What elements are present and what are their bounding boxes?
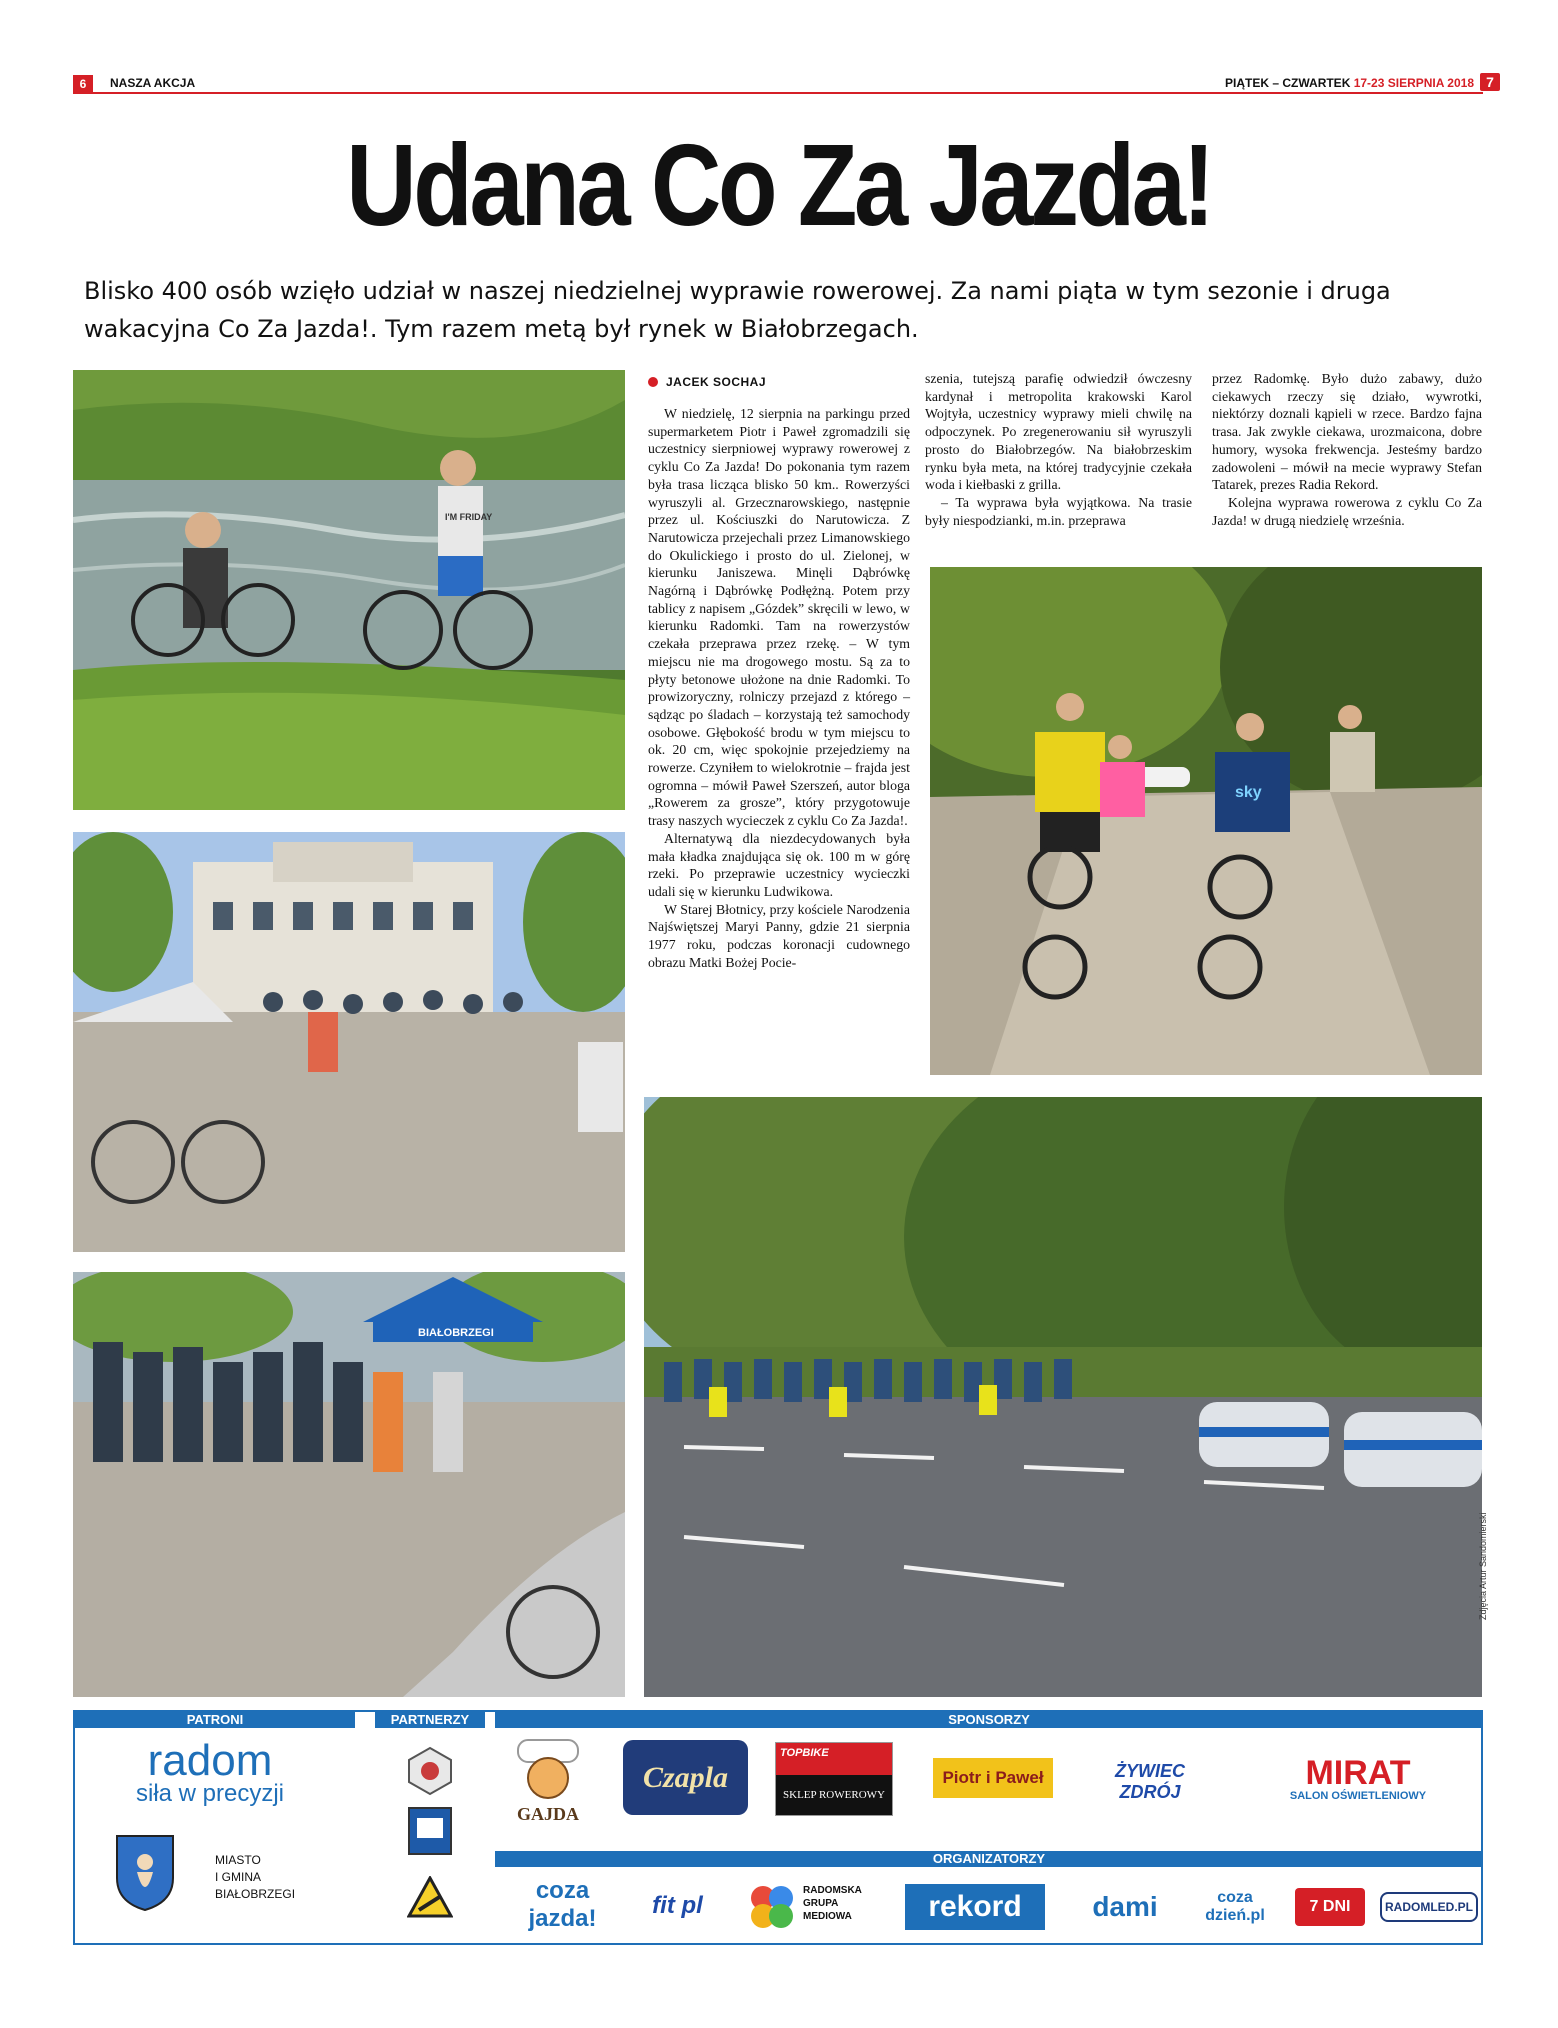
photo-riders-gravel bbox=[930, 567, 1482, 1075]
byline-dot-icon bbox=[648, 377, 658, 387]
photo-credit: Zdjęcia Artur Sandomierski bbox=[1478, 1512, 1488, 1620]
rekord-logo: rekord bbox=[905, 1884, 1045, 1930]
fit-pl-logo: fit pl bbox=[652, 1892, 703, 1919]
traffic-warning-icon bbox=[407, 1876, 453, 1920]
radomled-logo: RADOMLED.PL bbox=[1380, 1892, 1478, 1922]
road-safety-badge-icon bbox=[407, 1806, 453, 1856]
piotr-pawel-logo: Piotr i Paweł bbox=[933, 1758, 1053, 1798]
shirt-print: I'M FRIDAY bbox=[445, 512, 493, 522]
topbike-top: TOPBIKE bbox=[776, 1743, 892, 1775]
police-badge-icon bbox=[407, 1746, 453, 1796]
coza-jazda-logo: coza jazda! bbox=[528, 1877, 597, 1932]
article-column-3 bbox=[1212, 370, 1482, 529]
article-paragraph: przez Radomkę. Było dużo zabawy, dużo ciekawych rzeczy się działo, wywrotki, niektórzy doznali kąpieli w rzece. Bardzo fajna trasa. Jak zwykle ciekawa, urozmaicona, dobre humory, wysoka frekwencja. Jesteśmy bardzo zadowoleni – mówił na mecie wyprawy Stefan Tatarek, prezes Radia Rekord. bbox=[1212, 371, 1482, 493]
gajda-label: GAJDA bbox=[517, 1804, 579, 1824]
article-paragraph: W niedzielę, 12 sierpnia na parkingu przed supermarketem Piotr i Paweł zgromadzili się uczestnicy sierpniowej wyprawy rowerowej z cyklu Co Za Jazda! Do pokonania tym razem była trasa licząca blisko 50 km.. Rowerzyści wyruszyli al. Grzecznarowskiego, następnie przez ul. Kościuszki do Narutowicza. Z Narutowicza przejechali przez Limanowskiego do Okulickiego i prosto do ul. Zielonej, w kierunku Janiszewa. Minęli Dąbrówkę Nagórną i Dąbrówkę Podłężną. Potem przy tablicy z napisem „Gózdek” skręcili w lewo, w kierunku Radomki. Tam na rowerzystów czekała przeprawa przez rzekę. – W tym miejscu nie ma drogowego mostu. Są za to płyty betonowe ułożone na dnie Radomki. To prowizoryczny, rolniczy przejazd z którego – sądząc po śladach – korzystają też samochody osobowe. Głębokość brodu w tym miejscu to ok. 20 cm, więc spokojnie przejedziemy na rowerze. Czyniłem to wielokrotnie – frajda jest ogromna – mówił Paweł Szerszeń, autor bloga „Rowerem za grosze”, który przygotowuje trasy naszych wycieczek z cyklu Co Za Jazda!. bbox=[648, 406, 910, 829]
topbike-logo bbox=[775, 1742, 893, 1816]
coza-dzien-logo: coza dzień.pl bbox=[1205, 1889, 1265, 1924]
partnerzy-header: PARTNERZY bbox=[375, 1712, 485, 1728]
jersey-print: sky bbox=[1235, 784, 1262, 801]
photo-river-crossing bbox=[73, 370, 625, 810]
photo-market-square bbox=[73, 832, 625, 1252]
7dni-logo: 7 DNI bbox=[1295, 1888, 1365, 1926]
grupa-line: RADOMSKA bbox=[803, 1885, 862, 1896]
page-number: 6 bbox=[73, 75, 93, 93]
gajda-logo bbox=[508, 1734, 588, 1824]
grupa-line: MEDIOWA bbox=[803, 1911, 852, 1922]
radom-slogan: siła w precyzji bbox=[135, 1780, 285, 1807]
dami-logo: dami bbox=[1092, 1891, 1158, 1922]
publication-logo: 7 bbox=[1480, 73, 1500, 91]
gmina-line: MIASTO bbox=[215, 1853, 261, 1867]
gmina-line: BIAŁOBRZEGI bbox=[215, 1887, 296, 1901]
date-range: 17-23 SIERPNIA 2018 bbox=[1353, 76, 1474, 90]
sponsorzy-header: SPONSORZY bbox=[495, 1712, 1483, 1728]
article-column-1 bbox=[648, 405, 910, 972]
mirat-logo bbox=[1258, 1756, 1458, 1806]
tent-print: BIAŁOBRZEGI bbox=[418, 1327, 494, 1339]
grupa-mediowa-icon bbox=[747, 1882, 797, 1932]
article-paragraph: Kolejna wyprawa rowerowa z cyklu Co Za Jazda! w drugą niedzielę września. bbox=[1212, 494, 1482, 528]
date-prefix: PIĄTEK – CZWARTEK bbox=[1225, 76, 1351, 90]
topbike-bottom: SKLEP ROWEROWY bbox=[776, 1775, 892, 1815]
headline: Udana Co Za Jazda! bbox=[346, 120, 1212, 250]
header-rule bbox=[73, 92, 1483, 94]
lead-paragraph: Blisko 400 osób wzięło udział w naszej niedzielnej wyprawie rowerowej. Za nami piąta w tym sezonie i druga wakacyjna Co Za Jazda!. Tym razem metą był rynek w Białobrzegach. bbox=[84, 277, 1391, 343]
author-name: JACEK SOCHAJ bbox=[666, 375, 767, 389]
article-paragraph: – Ta wyprawa była wyjątkowa. Na trasie były niespodzianki, m.in. przeprawa bbox=[925, 494, 1192, 528]
article-column-2 bbox=[925, 370, 1192, 529]
photo-finish-crowd bbox=[73, 1272, 625, 1697]
byline bbox=[648, 375, 766, 389]
article-paragraph: W Starej Błotnicy, przy kościele Narodzenia Najświętszej Maryi Panny, gdzie 21 sierpnia 1977 roku, podczas koronacji cudownego obrazu Matki Bożej Pocie- bbox=[648, 901, 910, 970]
organizatorzy-header: ORGANIZATORZY bbox=[495, 1851, 1483, 1867]
gmina-label bbox=[215, 1852, 295, 1903]
bialobrzegi-coat-of-arms-icon bbox=[113, 1832, 177, 1912]
radom-logo: radom bbox=[147, 1736, 273, 1785]
grupa-mediowa-label bbox=[803, 1884, 862, 1923]
article-paragraph: Alternatywą dla niezdecydowanych była mała kładka znajdująca się ok. 100 m w górę rzeki. Po przeprawie uczestnicy wycieczki udali się w kierunku Ludwikowa. bbox=[648, 830, 910, 899]
mirat-name: MIRAT bbox=[1305, 1754, 1411, 1792]
mirat-sub: SALON OŚWIETLENIOWY bbox=[1289, 1790, 1427, 1802]
article-paragraph: szenia, tutejszą parafię odwiedził ówczesny kardynał i metropolita krakowski Karol Wojtyła, uczestnicy wyprawy mieli chwilę na odpoczynek. Po zregenerowaniu sił wyruszyli prosto do Białobrzegów. Na białobrzeskim rynku była meta, na której tradycyjnie czekała woda i kiełbaski z grilla. bbox=[925, 371, 1192, 493]
sponsor-box bbox=[73, 1710, 1483, 1945]
patroni-header: PATRONI bbox=[75, 1712, 355, 1728]
photo-peloton-road bbox=[644, 1097, 1482, 1697]
zywiec-zdroj-logo: ŻYWIEC ZDRÓJ bbox=[1115, 1760, 1185, 1802]
grupa-line: GRUPA bbox=[803, 1898, 839, 1909]
issue-date bbox=[1225, 76, 1474, 90]
czapla-logo: Czapla bbox=[623, 1740, 748, 1815]
section-name: NASZA AKCJA bbox=[110, 76, 196, 90]
gmina-line: I GMINA bbox=[215, 1870, 262, 1884]
